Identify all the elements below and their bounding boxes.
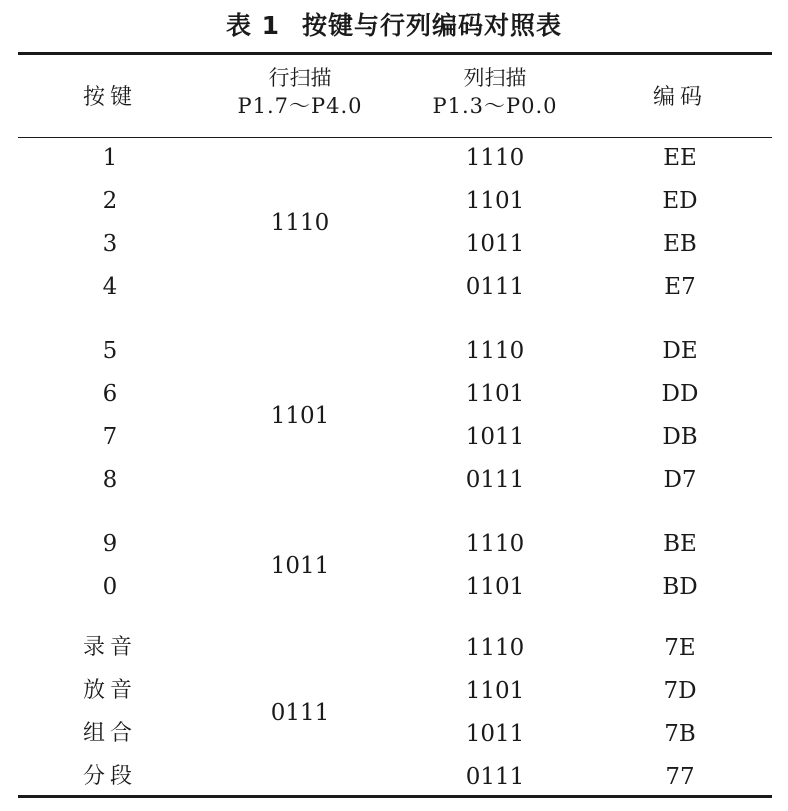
col-scan-cell: 0111 xyxy=(465,274,525,300)
key-cell: 组合 xyxy=(82,721,137,746)
col-scan-cell: 1011 xyxy=(465,231,525,257)
table-title xyxy=(0,6,788,42)
header-row-scan xyxy=(200,64,400,120)
col-scan-cell: 1110 xyxy=(465,635,525,661)
code-cell: EE xyxy=(663,145,697,171)
key-cell: 9 xyxy=(102,531,118,557)
row-scan-cell: 1110 xyxy=(270,210,330,236)
header-row-scan-title: 行扫描 xyxy=(268,66,332,90)
col-scan-cell: 1011 xyxy=(465,424,525,450)
code-cell: 7D xyxy=(663,678,697,704)
key-cell: 6 xyxy=(102,381,118,407)
col-scan-cell: 1101 xyxy=(465,188,525,214)
code-cell: 7B xyxy=(664,721,696,747)
col-scan-cell: 1110 xyxy=(465,338,525,364)
col-scan-cell: 1101 xyxy=(465,678,525,704)
header-col-scan xyxy=(400,64,590,120)
key-cell: 0 xyxy=(102,574,118,600)
key-cell: 4 xyxy=(102,274,118,300)
code-cell: DB xyxy=(662,424,698,450)
code-cell: E7 xyxy=(664,274,696,300)
bottom-rule xyxy=(18,795,772,798)
col-scan-cell: 1101 xyxy=(465,381,525,407)
code-cell: BD xyxy=(662,574,698,600)
col-scan-cell: 1011 xyxy=(465,721,525,747)
key-cell: 录音 xyxy=(82,635,137,660)
code-cell: EB xyxy=(663,231,697,257)
row-scan-cell: 0111 xyxy=(270,700,330,726)
code-cell: 77 xyxy=(665,764,695,790)
table-number: 表 1 xyxy=(225,11,281,40)
key-cell: 8 xyxy=(102,467,118,493)
row-scan-cell: 1101 xyxy=(270,403,330,429)
code-cell: DE xyxy=(662,338,698,364)
key-cell: 5 xyxy=(102,338,118,364)
col-scan-cell: 1110 xyxy=(465,531,525,557)
code-cell: ED xyxy=(662,188,698,214)
key-cell: 1 xyxy=(102,145,118,171)
key-cell: 3 xyxy=(102,231,118,257)
key-cell: 2 xyxy=(102,188,118,214)
header-rule xyxy=(18,137,772,138)
top-rule xyxy=(18,52,772,55)
code-cell: D7 xyxy=(663,467,697,493)
col-scan-cell: 1110 xyxy=(465,145,525,171)
header-code xyxy=(600,83,760,112)
header-key xyxy=(40,83,180,112)
col-scan-cell: 0111 xyxy=(465,764,525,790)
row-scan-cell: 1011 xyxy=(270,553,330,579)
header-code-label: 编码 xyxy=(652,85,707,110)
code-cell: 7E xyxy=(664,635,696,661)
key-cell: 分段 xyxy=(82,764,137,789)
col-scan-cell: 0111 xyxy=(465,467,525,493)
key-cell: 7 xyxy=(102,424,118,450)
col-scan-cell: 1101 xyxy=(465,574,525,600)
header-col-scan-pins: P1.3～P0.0 xyxy=(432,94,558,118)
header-col-scan-title: 列扫描 xyxy=(463,66,527,90)
code-cell: DD xyxy=(661,381,699,407)
key-cell: 放音 xyxy=(82,678,137,703)
header-key-label: 按键 xyxy=(82,85,137,110)
table-title-text: 按键与行列编码对照表 xyxy=(302,11,563,40)
code-cell: BE xyxy=(663,531,697,557)
header-row-scan-pins: P1.7～P4.0 xyxy=(237,94,363,118)
